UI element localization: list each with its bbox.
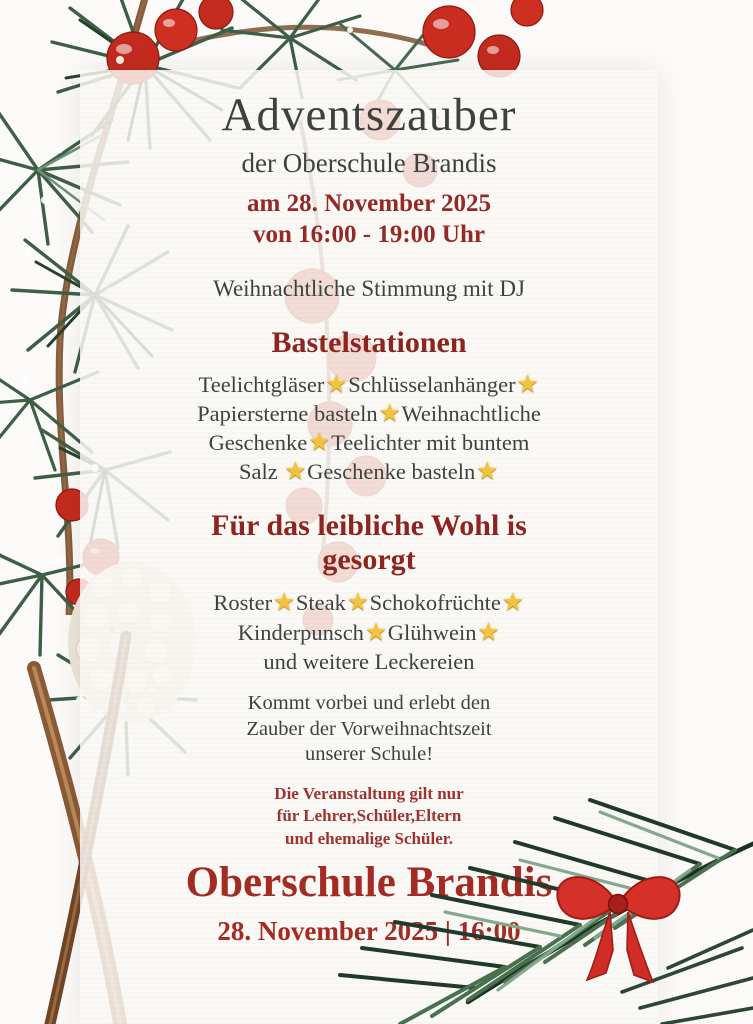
item-text: Geschenke [208,430,308,456]
star-icon: ★ [325,370,348,398]
item-text: Glühwein [387,619,477,645]
star-icon: ★ [308,429,331,457]
page-title: Adventszauber [221,89,517,141]
star-icon: ★ [284,458,307,486]
item-text: Roster [213,590,273,616]
item-text: Teelichtgläser [198,371,325,397]
item-text: Weihnachtliche [401,400,541,426]
item-text: Papiersterne basteln [197,400,378,426]
star-icon: ★ [378,399,401,427]
date-time-block [247,188,491,250]
food-item-list [213,588,524,676]
date-line: am 28. November 2025 [247,189,491,217]
craft-item-line [197,428,541,457]
school-name: Oberschule Brandis [185,859,553,907]
item-text: Schokofrüchte [369,590,501,616]
footer-datetime: 28. November 2025 | 16:00 [217,915,521,946]
craft-item-line [197,457,541,486]
food-heading-line: gesorgt [322,543,416,577]
food-section-heading [211,509,527,579]
star-icon: ★ [273,589,295,617]
notice-line: und ehemalige Schüler. [285,828,453,848]
subtitle: der Oberschule Brandis [241,147,497,178]
craft-item-line [197,370,541,399]
item-text: Geschenke basteln [307,459,476,485]
audience-notice [274,783,463,850]
star-icon: ★ [477,618,500,646]
star-icon: ★ [364,618,387,646]
item-text: Teelichter mit buntem [331,430,530,456]
item-text: Salz [238,459,284,485]
event-card [80,70,658,1024]
craft-item-list [197,370,541,487]
invite-line: Zauber der Vorweihnachtszeit [246,717,492,740]
invite-line: Kommt vorbei und erlebt den [247,692,491,715]
food-closing-line: und weitere Leckereien [263,648,475,674]
food-heading-line: Für das leibliche Wohl is [211,508,527,542]
notice-line: für Lehrer,Schüler,Eltern [276,806,462,826]
food-item-line [213,618,524,647]
invite-line: unserer Schule! [304,743,434,766]
star-icon: ★ [516,370,539,398]
dj-line: Weihnachtliche Stimmung mit DJ [213,275,525,301]
item-text: Kinderpunsch [237,619,364,645]
craft-section-heading: Bastelstationen [271,325,467,359]
item-text: Steak [295,590,346,616]
notice-line: Die Veranstaltung gilt nur [274,783,464,803]
time-line: von 16:00 - 19:00 Uhr [253,220,485,248]
item-text: Schlüsselanhänger [348,371,516,397]
star-icon: ★ [501,589,524,617]
craft-item-line [197,399,541,428]
star-icon: ★ [476,458,498,486]
invite-text [246,691,491,768]
food-item-line [213,588,524,617]
star-icon: ★ [346,589,369,617]
